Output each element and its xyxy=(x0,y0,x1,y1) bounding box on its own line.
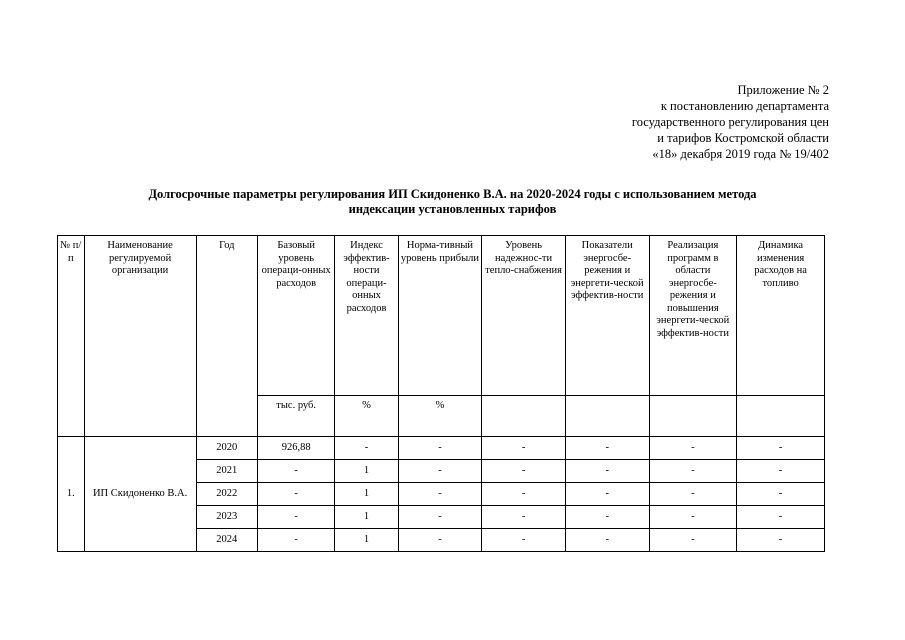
base-level-cell: 926,88 xyxy=(257,437,335,460)
title-line-1: Долгосрочные параметры регулирования ИП Скидоненко В.А. на 2020-2024 годы с использованием метода xyxy=(148,187,757,201)
header-base-level: Базовый уровень операци-онных расходов xyxy=(257,236,335,396)
header-reliability: Уровень надежнос-ти тепло-снабжения xyxy=(482,236,566,396)
index-cell: - xyxy=(335,437,398,460)
profit-cell: - xyxy=(398,506,482,529)
index-cell: 1 xyxy=(335,460,398,483)
year-cell: 2024 xyxy=(196,529,257,552)
profit-cell: - xyxy=(398,460,482,483)
document-title xyxy=(60,187,845,217)
programs-cell: - xyxy=(649,506,737,529)
programs-cell: - xyxy=(649,437,737,460)
reliability-cell: - xyxy=(482,483,566,506)
index-cell: 1 xyxy=(335,506,398,529)
appendix-line: государственного регулирования цен xyxy=(631,115,829,129)
appendix-line: к постановлению департамента xyxy=(660,99,829,113)
reliability-cell: - xyxy=(482,437,566,460)
profit-cell: - xyxy=(398,529,482,552)
unit-profit: % xyxy=(398,396,482,437)
fuel-cell: - xyxy=(737,483,825,506)
reliability-cell: - xyxy=(482,529,566,552)
unit-base-level: тыс. руб. xyxy=(257,396,335,437)
unit-index: % xyxy=(335,396,398,437)
profit-cell: - xyxy=(398,437,482,460)
header-number: № п/п xyxy=(58,236,85,437)
base-level-cell: - xyxy=(257,483,335,506)
parameters-table xyxy=(57,235,825,552)
base-level-cell: - xyxy=(257,506,335,529)
energy-indicators-cell: - xyxy=(565,529,649,552)
row-number: 1. xyxy=(58,437,85,552)
fuel-cell: - xyxy=(737,460,825,483)
year-cell: 2022 xyxy=(196,483,257,506)
base-level-cell: - xyxy=(257,460,335,483)
year-cell: 2020 xyxy=(196,437,257,460)
fuel-cell: - xyxy=(737,506,825,529)
header-programs: Реализация программ в области энергосбе-режения и повышения энергети-ческой эффектив-ности xyxy=(649,236,737,396)
fuel-cell: - xyxy=(737,437,825,460)
index-cell: 1 xyxy=(335,483,398,506)
profit-cell: - xyxy=(398,483,482,506)
year-cell: 2021 xyxy=(196,460,257,483)
unit-energy-indicators xyxy=(565,396,649,437)
organization-name: ИП Скидоненко В.А. xyxy=(84,437,196,552)
header-energy-indicators: Показатели энергосбе-режения и энергети-ческой эффектив-ности xyxy=(565,236,649,396)
energy-indicators-cell: - xyxy=(565,506,649,529)
energy-indicators-cell: - xyxy=(565,437,649,460)
base-level-cell: - xyxy=(257,529,335,552)
appendix-block xyxy=(632,82,829,162)
table-row xyxy=(58,437,825,460)
programs-cell: - xyxy=(649,483,737,506)
reliability-cell: - xyxy=(482,460,566,483)
header-year: Год xyxy=(196,236,257,437)
header-profit: Норма-тивный уровень прибыли xyxy=(398,236,482,396)
header-efficiency-index: Индекс эффектив-ности операци-онных расходов xyxy=(335,236,398,396)
reliability-cell: - xyxy=(482,506,566,529)
header-row xyxy=(58,236,825,396)
header-organization: Наименование регулируемой организации xyxy=(84,236,196,437)
unit-programs xyxy=(649,396,737,437)
programs-cell: - xyxy=(649,460,737,483)
appendix-line: и тарифов Костромской области xyxy=(657,131,829,145)
unit-reliability xyxy=(482,396,566,437)
year-cell: 2023 xyxy=(196,506,257,529)
title-line-2: индексации установленных тарифов xyxy=(348,202,557,216)
fuel-cell: - xyxy=(737,529,825,552)
appendix-line: Приложение № 2 xyxy=(737,83,829,97)
energy-indicators-cell: - xyxy=(565,483,649,506)
energy-indicators-cell: - xyxy=(565,460,649,483)
unit-fuel xyxy=(737,396,825,437)
header-fuel: Динамика изменения расходов на топливо xyxy=(737,236,825,396)
programs-cell: - xyxy=(649,529,737,552)
index-cell: 1 xyxy=(335,529,398,552)
appendix-line: «18» декабря 2019 года № 19/402 xyxy=(652,147,829,161)
